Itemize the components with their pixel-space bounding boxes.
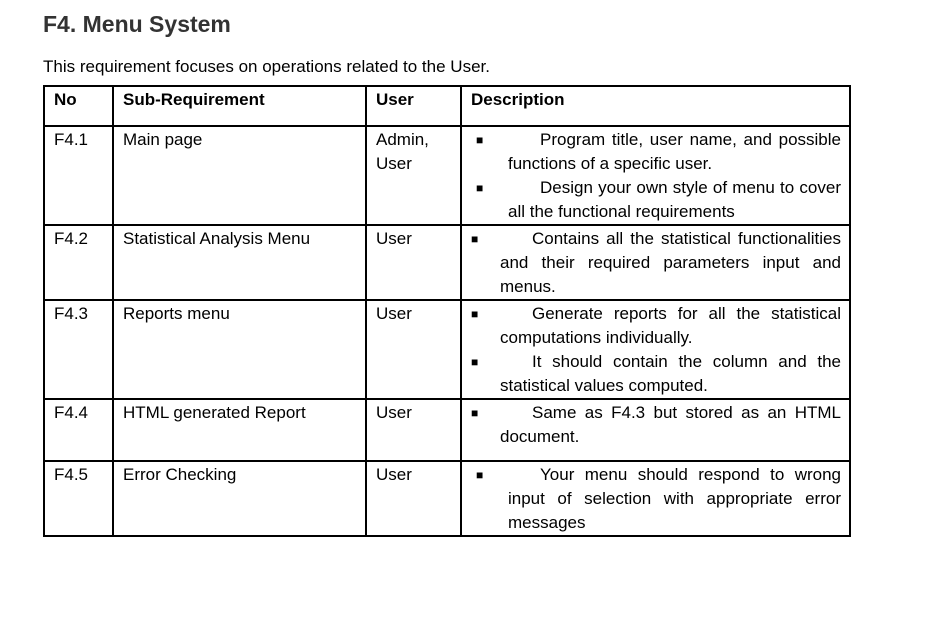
cell-description [461, 300, 850, 399]
cell-no: F4.5 [44, 461, 113, 536]
description-item [470, 176, 841, 224]
description-text: Design your own style of menu to cover all the functional requirements [508, 178, 841, 221]
cell-description [461, 461, 850, 536]
square-bullet-icon: ■ [476, 133, 484, 147]
description-text: Program title, user name, and possible functions of a specific user. [508, 130, 841, 173]
table-row [44, 225, 850, 300]
cell-sub-requirement: HTML generated Report [113, 399, 366, 461]
cell-user: User [366, 399, 461, 461]
description-item [470, 401, 841, 449]
header-sub-requirement: Sub-Requirement [113, 86, 366, 126]
table-row [44, 126, 850, 225]
description-text: Contains all the statistical functionalities and their required parameters input and menus. [500, 229, 841, 296]
table-row [44, 461, 850, 536]
header-no: No [44, 86, 113, 126]
cell-user: User [366, 300, 461, 399]
section-heading: F4. Menu System [43, 11, 231, 37]
description-list [470, 227, 841, 299]
description-item [470, 128, 841, 176]
description-list [470, 463, 841, 535]
cell-sub-requirement: Error Checking [113, 461, 366, 536]
cell-no: F4.4 [44, 399, 113, 461]
cell-user: Admin, User [366, 126, 461, 225]
header-description: Description [461, 86, 850, 126]
description-list [470, 302, 841, 398]
description-item [470, 350, 841, 398]
cell-no: F4.3 [44, 300, 113, 399]
square-bullet-icon: ■ [471, 355, 479, 369]
table-row [44, 300, 850, 399]
square-bullet-icon: ■ [476, 181, 484, 195]
description-text: Generate reports for all the statistical computations individually. [500, 304, 841, 347]
requirements-table [43, 85, 851, 537]
cell-sub-requirement: Main page [113, 126, 366, 225]
square-bullet-icon: ■ [476, 468, 484, 482]
cell-sub-requirement: Reports menu [113, 300, 366, 399]
description-list [470, 401, 841, 449]
description-list [470, 128, 841, 224]
section-intro: This requirement focuses on operations related to the User. [43, 57, 490, 76]
description-item [470, 302, 841, 350]
description-text: Your menu should respond to wrong input of selection with appropriate error messages [508, 465, 841, 532]
cell-sub-requirement: Statistical Analysis Menu [113, 225, 366, 300]
description-item [470, 227, 841, 299]
description-text: Same as F4.3 but stored as an HTML document. [500, 403, 841, 446]
square-bullet-icon: ■ [471, 232, 479, 246]
cell-description [461, 399, 850, 461]
header-user: User [366, 86, 461, 126]
square-bullet-icon: ■ [471, 406, 479, 420]
description-text: It should contain the column and the statistical values computed. [500, 352, 841, 395]
cell-no: F4.2 [44, 225, 113, 300]
cell-user: User [366, 225, 461, 300]
cell-user: User [366, 461, 461, 536]
description-item [470, 463, 841, 535]
table-row [44, 399, 850, 461]
cell-no: F4.1 [44, 126, 113, 225]
cell-description [461, 225, 850, 300]
square-bullet-icon: ■ [471, 307, 479, 321]
cell-description [461, 126, 850, 225]
table-header-row [44, 86, 850, 126]
